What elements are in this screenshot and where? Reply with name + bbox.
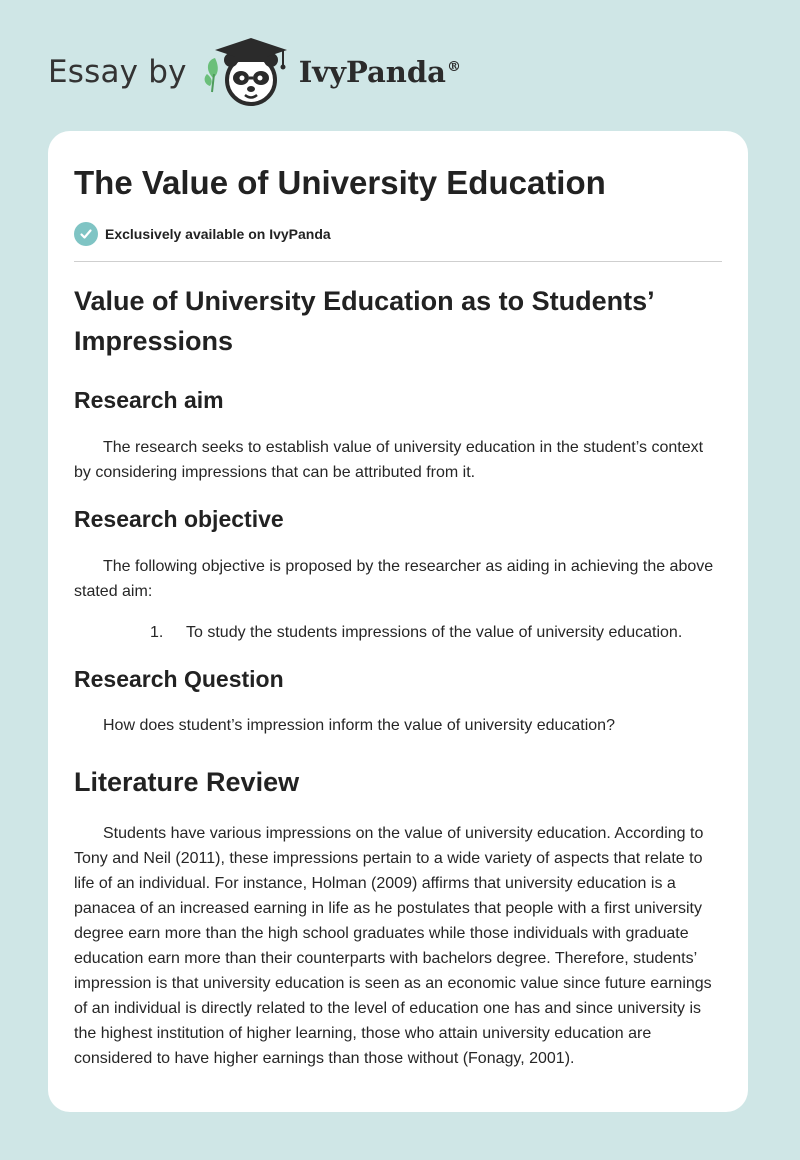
article-content — [74, 281, 722, 1071]
exclusive-badge — [74, 222, 331, 246]
check-circle-icon — [74, 222, 98, 246]
page-title: The Value of University Education — [74, 164, 606, 201]
heading-research-aim: Research aim — [74, 387, 224, 413]
brand-prefix: Essay by — [48, 54, 187, 90]
paragraph-research-objective: The following objective is proposed by the researcher as aiding in achieving the above stated aim: — [74, 558, 714, 600]
brand-name: IvyPanda® — [298, 55, 461, 89]
heading-research-objective: Research objective — [74, 506, 284, 532]
badge-text: Exclusively available on IvyPanda — [105, 226, 331, 242]
divider — [74, 261, 722, 262]
list-number: 1. — [150, 624, 164, 641]
heading-research-question: Research Question — [74, 666, 284, 692]
section-heading: Value of University Education as to Students’ Impressions — [74, 286, 654, 356]
paragraph-literature-review: Students have various impressions on the value of university education. According to Tony and Neil (2011), these impressions pertain to a wide variety of aspects that relate to life of an individual. For instance, Holman (2009) affirms that university education is a panacea of an increased earning in life as he postulates that people with a first university degree earn more than the high school graduates while those individuals with graduate education earn more than their counterparts with bachelors degree. Therefore, students’ impression is that university education is seen as an economic value since future earnings of an individual is directly related to the level of education one has and since university is the highest institution of higher learning, those who attain university education are considered to have higher earnings than those without (Fonagy, 2001). — [74, 825, 712, 1067]
brand-header[interactable] — [48, 34, 461, 110]
panda-graduate-logo-icon — [201, 34, 293, 110]
literature-heading: Literature Review — [74, 767, 300, 797]
article-card — [48, 131, 748, 1112]
list-item — [74, 620, 722, 645]
paragraph-research-aim: The research seeks to establish value of university education in the student’s context by considering impressions that can be attributed from it. — [74, 439, 704, 481]
list-text: To study the students impressions of the value of university education. — [186, 624, 683, 641]
paragraph-research-question: How does student’s impression inform the value of university education? — [103, 717, 615, 734]
